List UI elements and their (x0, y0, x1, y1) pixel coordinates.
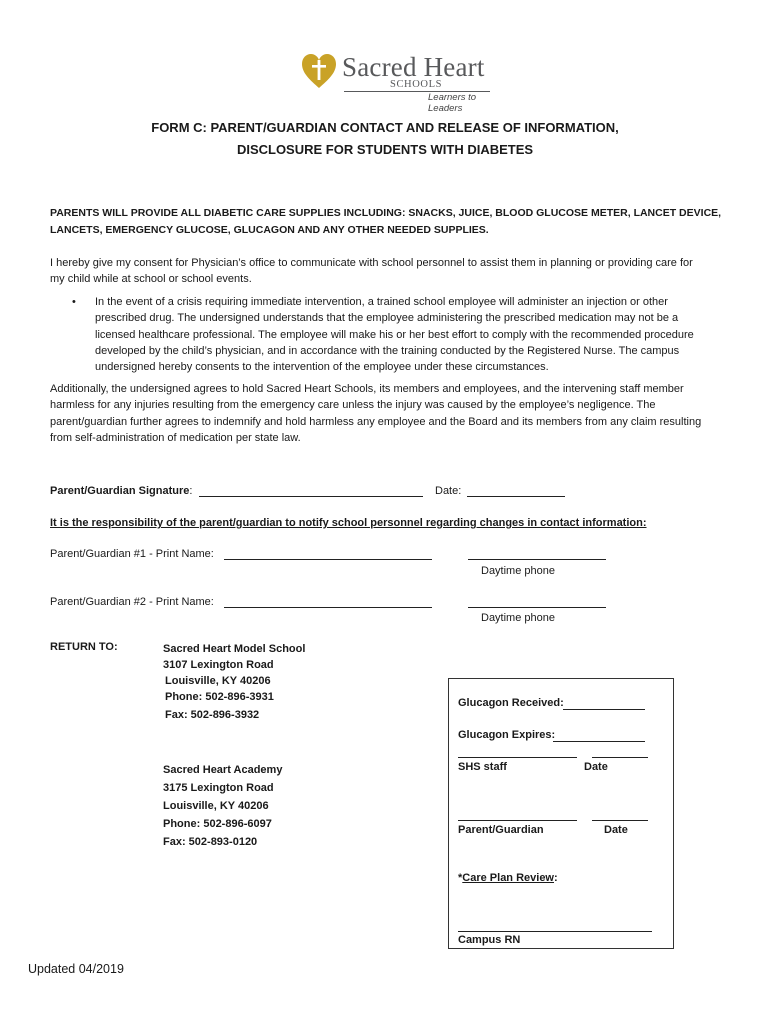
supplies-line1: PARENTS WILL PROVIDE ALL DIABETIC CARE SUPPLIES INCLUDING: SNACKS, JUICE, BLOOD GLUCOSE METER, LANCET DEVICE, (50, 207, 722, 219)
crisis-paragraph (95, 294, 755, 375)
updated-date: Updated 04/2019 (28, 962, 124, 976)
return-to-label: RETURN TO: (50, 641, 118, 653)
shs-date-label: Date (584, 761, 608, 773)
signature-date-label: Date: (435, 485, 462, 497)
guardian1-phone-caption: Daytime phone (481, 565, 555, 577)
signature-colon: : (189, 485, 193, 497)
signature-field[interactable] (199, 486, 423, 497)
supplies-line2: LANCETS, EMERGENCY GLUCOSE, GLUCAGON AND ANY OTHER NEEDED SUPPLIES. (50, 224, 489, 236)
school2-address (163, 761, 282, 851)
shs-staff-label: SHS staff (458, 761, 507, 773)
care-plan-colon: : (554, 872, 558, 884)
glucagon-received-label: Glucagon Received: (458, 697, 564, 709)
logo-name: Sacred Heart (342, 52, 485, 82)
guardian2-name-field[interactable] (224, 597, 432, 608)
indemnity-paragraph (50, 381, 760, 446)
responsibility-notice: It is the responsibility of the parent/guardian to notify school personnel regarding changes in contact information: (50, 517, 647, 529)
crisis-line1: In the event of a crisis requiring immediate intervention, a trained school employee will administer an injection or other (95, 296, 668, 308)
school2-name: Sacred Heart Academy (163, 764, 283, 776)
guardian-date-field[interactable] (592, 820, 648, 821)
indemnity-line3: parent/guardian further agrees to indemnify and hold harmless any employee and the Board and its members from any claim resulting (50, 415, 702, 428)
guardian2-phone-caption: Daytime phone (481, 612, 555, 624)
shs-date-field[interactable] (592, 757, 648, 758)
glucagon-expires-label: Glucagon Expires: (458, 729, 556, 741)
indemnity-line2: harmless for any injuries resulting from the emergency care unless the injury was caused by the employee’s negligence. The (50, 399, 656, 412)
heart-cross-icon (300, 52, 338, 90)
box-guardian-date-label: Date (604, 824, 628, 836)
school1-name: Sacred Heart Model School (163, 643, 306, 655)
indemnity-line1: Additionally, the undersigned agrees to hold Sacred Heart Schools, its members and employees, and the intervening staff member (50, 383, 684, 395)
consent-line1: I hereby give my consent for Physician’s office to communicate with school personnel to assist them in planning or providing care for (50, 257, 693, 269)
school1-city: Louisville, KY 40206 (165, 675, 271, 687)
guardian1-phone-field[interactable] (468, 549, 606, 560)
glucagon-expires-field[interactable] (553, 731, 645, 742)
school1-street: 3107 Lexington Road (163, 659, 274, 671)
campus-rn-label: Campus RN (458, 934, 521, 946)
logo (298, 52, 498, 114)
consent-paragraph (50, 255, 750, 288)
campus-rn-sign-field[interactable] (458, 931, 652, 932)
office-use-box (448, 678, 674, 949)
signature-label: Parent/Guardian Signature (50, 485, 190, 497)
care-plan-review-text: Care Plan Review (462, 872, 554, 884)
school2-city: Louisville, KY 40206 (163, 800, 269, 812)
care-plan-review-label (458, 872, 558, 884)
crisis-line3: licensed healthcare professional. The employee will make his or her best effort to comply with the recommended procedure (95, 328, 694, 341)
box-guardian-label: Parent/Guardian (458, 824, 544, 836)
form-title-line1: FORM C: PARENT/GUARDIAN CONTACT AND RELEASE OF INFORMATION, (151, 120, 619, 135)
guardian2-label: Parent/Guardian #2 - Print Name: (50, 596, 214, 608)
school1-address (163, 641, 305, 723)
school1-fax: Fax: 502-896-3932 (165, 709, 260, 721)
guardian1-name-field[interactable] (224, 549, 432, 560)
guardian-sign-field[interactable] (458, 820, 577, 821)
school2-street: 3175 Lexington Road (163, 782, 274, 794)
bullet-symbol: • (72, 296, 76, 308)
logo-subtitle: SCHOOLS (390, 79, 443, 90)
guardian2-phone-field[interactable] (468, 597, 606, 608)
school2-fax: Fax: 502-893-0120 (163, 836, 258, 848)
school2-phone: Phone: 502-896-6097 (163, 818, 272, 830)
form-title-line2: DISCLOSURE FOR STUDENTS WITH DIABETES (236, 142, 534, 157)
crisis-line5: undersigned hereby consents to the intervention of the employee under these circumstances. (95, 361, 549, 374)
consent-line2: my child while at school or school events. (50, 273, 252, 286)
indemnity-line4: from self-administration of medication per state law. (50, 431, 301, 444)
school1-phone: Phone: 502-896-3931 (165, 691, 274, 703)
guardian1-label: Parent/Guardian #1 - Print Name: (50, 548, 214, 560)
shs-staff-sign-field[interactable] (458, 757, 577, 758)
supplies-notice (50, 205, 750, 239)
logo-tagline: Learners to Leaders (428, 92, 477, 114)
care-plan-asterisk: * (458, 872, 463, 884)
crisis-line4: developed by the child’s physician, and in accordance with the training conducted by the Registered Nurse. The campus (95, 344, 680, 357)
signature-row (50, 485, 192, 497)
glucagon-received-field[interactable] (563, 699, 645, 710)
signature-date-field[interactable] (467, 486, 565, 497)
crisis-line2: prescribed drug. The undersigned understands that the employee administering the prescribed medication may not be a (95, 312, 679, 325)
